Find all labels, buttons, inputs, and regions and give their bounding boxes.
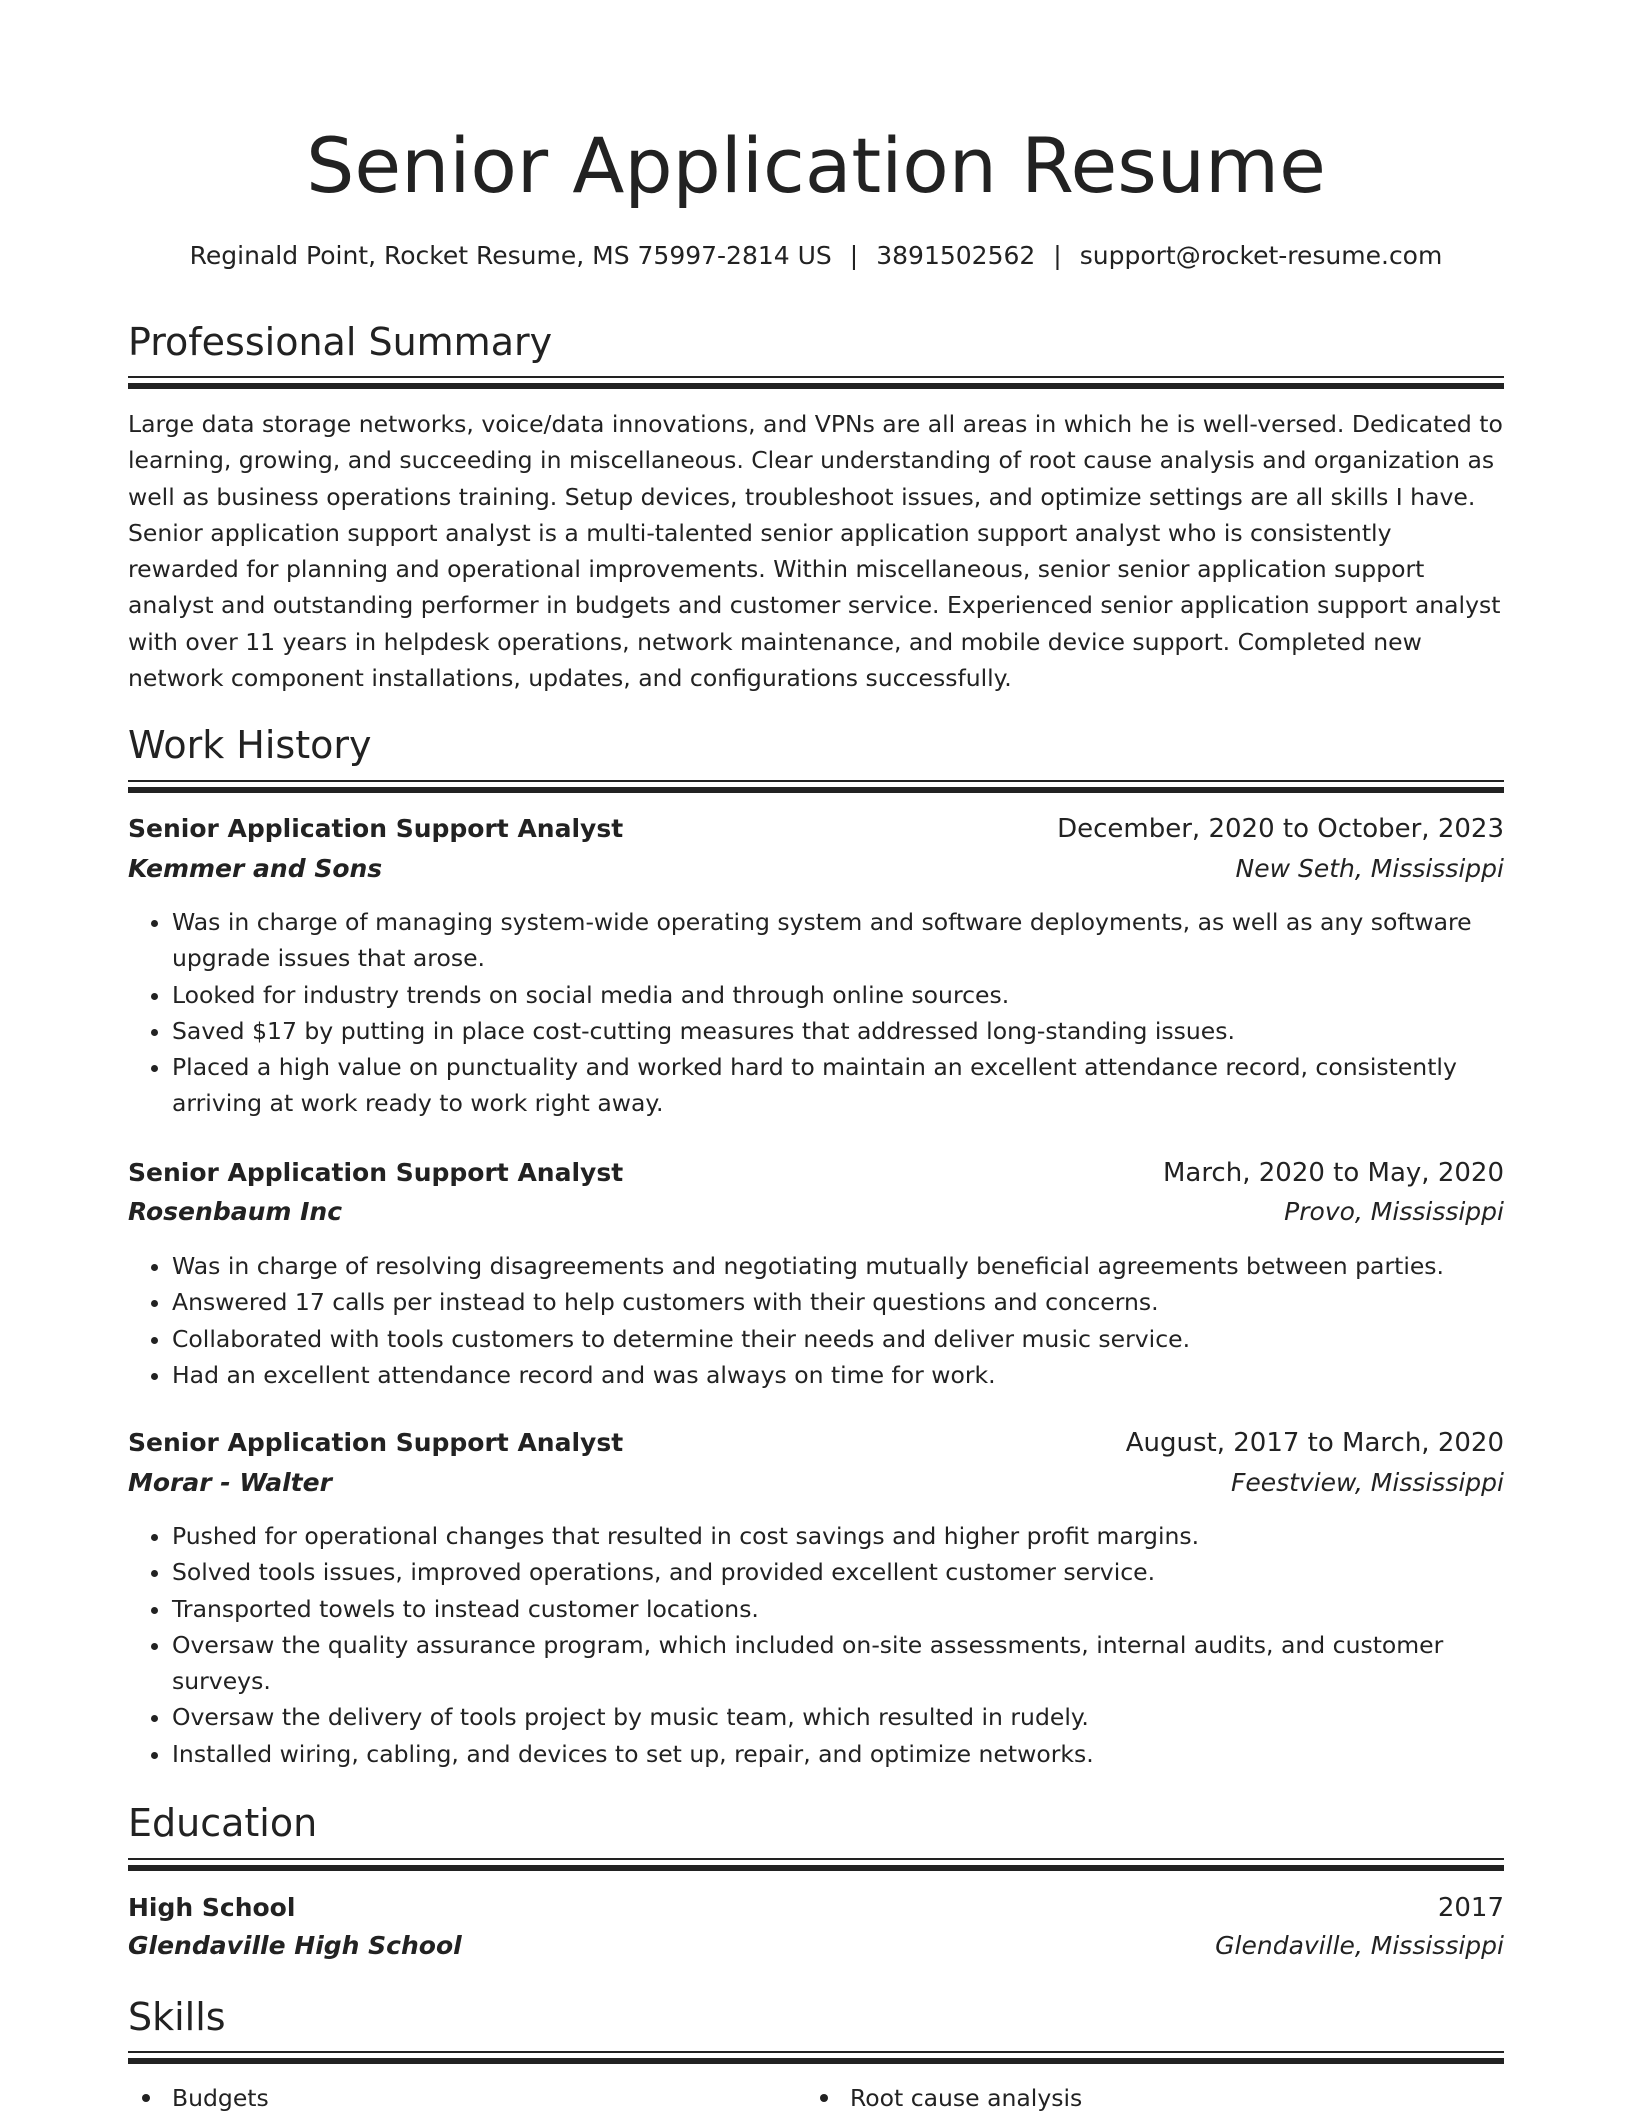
- list-item: • Oversaw the delivery of tools project by music team, which resulted in rudely.: [172, 1699, 1504, 1735]
- section-divider-thick: [128, 2058, 1504, 2064]
- job-location: New Seth, Mississippi: [1235, 854, 1504, 883]
- contact-separator: |: [849, 241, 859, 270]
- summary-text: Large data storage networks, voice/data innovations, and VPNs are all areas in which he is well-versed. Dedicated to learning, growing, and succeeding in miscellaneous. Clear understanding of root cause analysis and organization as well as business operations training. Setup devices, troubleshoot issues, and optimize settings are all skills I have. Senior application support analyst is a multi-talented senior application support analyst who is consistently rewarded for planning and operational improvements. Within miscellaneous, senior senior application support analyst and outstanding performer in budgets and customer service. Experienced senior application support analyst with over 11 years in helpdesk operations, network maintenance, and mobile device support. Completed new network component installations, updates, and configurations successfully.: [128, 410, 1503, 693]
- list-item: • Pushed for operational changes that resulted in cost savings and higher profit margins.: [172, 1518, 1504, 1554]
- section-divider-thin: [128, 376, 1504, 378]
- contact-separator: |: [1053, 241, 1062, 270]
- education-school: Glendaville High School: [128, 1931, 462, 1960]
- resume-title: Senior Application Resume: [306, 121, 1326, 210]
- list-item: • Collaborated with tools customers to determine their needs and deliver music service.: [172, 1321, 1504, 1357]
- list-item: • Had an excellent attendance record and was always on time for work.: [172, 1357, 1504, 1393]
- job-company: Kemmer and Sons: [128, 854, 383, 883]
- job-location: Feestview, Mississippi: [1230, 1468, 1504, 1497]
- work-history-heading: [128, 720, 1504, 770]
- job-dates: March, 2020 to May, 2020: [1162, 1158, 1504, 1188]
- contact-address: Reginald Point, Rocket Resume, MS 75997-2814 US: [189, 241, 832, 270]
- job-company: Rosenbaum Inc: [128, 1197, 343, 1226]
- job-company-row: [128, 850, 1504, 888]
- job-location: Provo, Mississippi: [1284, 1197, 1504, 1226]
- list-item: • Was in charge of managing system-wide operating system and software deployments, as well as any software upgrade issues that arose.: [172, 904, 1504, 977]
- job-company-row: [128, 1193, 1504, 1231]
- list-item: • Was in charge of resolving disagreements and negotiating mutually beneficial agreements between parties.: [172, 1248, 1504, 1284]
- section-divider-thin: [128, 2051, 1504, 2053]
- education-heading-text: Education: [128, 1801, 318, 1845]
- job-header: [128, 810, 1504, 848]
- job-duties-list: [128, 1518, 1504, 1772]
- education-school-row: [128, 1927, 1504, 1965]
- job-title: Senior Application Support Analyst: [128, 814, 624, 843]
- job-title: Senior Application Support Analyst: [128, 1158, 624, 1187]
- list-item: • Installed wiring, cabling, and devices to set up, repair, and optimize networks.: [172, 1736, 1504, 1772]
- skills-heading-text: Skills: [128, 1995, 226, 2039]
- summary-heading: [128, 317, 1504, 367]
- work-history-heading-text: Work History: [128, 723, 372, 767]
- list-item: • Solved tools issues, improved operations, and provided excellent customer service.: [172, 1554, 1504, 1590]
- list-item: • Saved $17 by putting in place cost-cutting measures that addressed long-standing issues.: [172, 1013, 1504, 1049]
- skill-item: Budgets: [128, 2080, 269, 2116]
- job-dates: December, 2020 to October, 2023: [1057, 814, 1504, 844]
- section-divider-thin: [128, 1858, 1504, 1860]
- section-divider-thick: [128, 1865, 1504, 1871]
- job-header: [128, 1424, 1504, 1462]
- section-divider-thin: [128, 780, 1504, 782]
- education-location: Glendaville, Mississippi: [1215, 1931, 1504, 1960]
- education-year: 2017: [1437, 1893, 1504, 1923]
- contact-line: [128, 238, 1504, 274]
- job-company-row: [128, 1464, 1504, 1502]
- job-title: Senior Application Support Analyst: [128, 1428, 624, 1457]
- job-dates: August, 2017 to March, 2020: [1125, 1428, 1504, 1458]
- list-item: • Looked for industry trends on social media and through online sources.: [172, 977, 1504, 1013]
- contact-email[interactable]: support@rocket-resume.com: [1079, 241, 1443, 270]
- education-header: [128, 1889, 1504, 1927]
- summary-heading-text: Professional Summary: [128, 320, 553, 364]
- section-divider-thick: [128, 383, 1504, 389]
- education-heading: [128, 1798, 1504, 1848]
- job-duties-list: [128, 1248, 1504, 1393]
- section-divider-thick: [128, 787, 1504, 793]
- list-item: • Transported towels to instead customer locations.: [172, 1591, 1504, 1627]
- list-item: • Oversaw the quality assurance program, which included on-site assessments, internal audits, and customer surveys.: [172, 1627, 1504, 1700]
- job-duties-list: [128, 904, 1504, 1122]
- skill-item: Root cause analysis: [806, 2080, 1082, 2116]
- list-item: • Answered 17 calls per instead to help customers with their questions and concerns.: [172, 1284, 1504, 1320]
- skills-heading: [128, 1992, 1504, 2042]
- job-company: Morar - Walter: [128, 1468, 332, 1497]
- job-header: [128, 1154, 1504, 1192]
- list-item: • Placed a high value on punctuality and worked hard to maintain an excellent attendance record, consistently arriving at work ready to work right away.: [172, 1049, 1504, 1122]
- education-degree: High School: [128, 1893, 296, 1922]
- contact-phone: 3891502562: [876, 241, 1036, 270]
